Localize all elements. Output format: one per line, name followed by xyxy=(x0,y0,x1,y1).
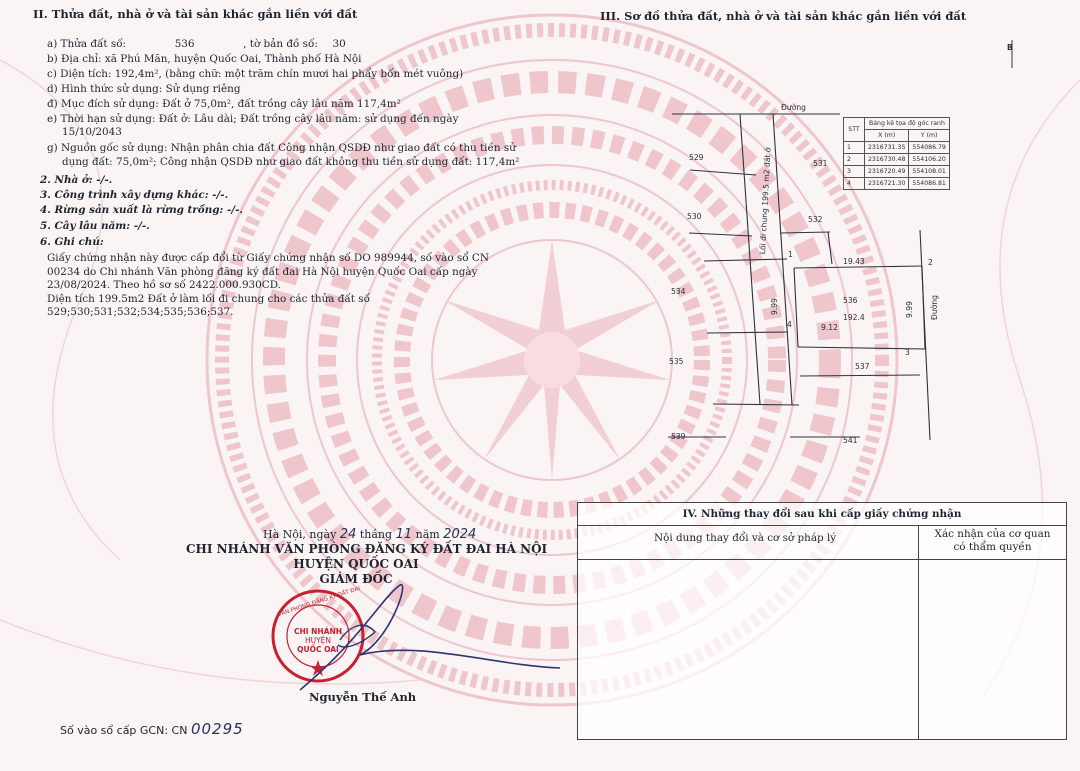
map-number: 30 xyxy=(332,38,346,50)
coord-x: 2316731.35 xyxy=(865,142,909,154)
date-year: 2024 xyxy=(443,527,477,542)
changes-content-column xyxy=(578,526,919,739)
forest-line: 4. Rừng sản xuất là rừng trồng: -/-. xyxy=(40,204,244,216)
parcel-label-531: 531 xyxy=(813,159,828,168)
lane-label: Lối đi chung 199.5 m2 đất ở xyxy=(758,147,773,255)
parcel-label-532: 532 xyxy=(808,215,823,224)
coord-y: 554086.79 xyxy=(909,142,949,154)
coord-x: 2316720.49 xyxy=(865,166,909,178)
coord-table-header: Bảng kê tọa độ góc ranh xyxy=(865,118,950,130)
dim-right: 9.99 xyxy=(905,301,914,318)
parcel-label-539: 539 xyxy=(671,432,686,441)
origin-line-1: g) Nguồn gốc sử dụng: Nhận phân chia đất Công nhận QSDĐ như giao đất có thu tiền sử xyxy=(47,142,516,154)
road-top-label: Đường xyxy=(781,103,806,112)
parcel-label-530: 530 xyxy=(687,212,702,221)
note-line: 00234 do Chi nhánh Văn phòng đăng ký đất đai Hà Nội huyện Quốc Oai cấp ngày xyxy=(47,265,478,278)
term-line-2: 15/10/2043 xyxy=(62,126,122,138)
subject-parcel-label: 536 xyxy=(843,296,858,305)
col1-header: Nội dung thay đổi và cơ sở pháp lý xyxy=(578,526,918,560)
parcel-label-529: 529 xyxy=(689,153,704,162)
coord-stt-header: STT xyxy=(844,118,865,142)
parcel-label: a) Thửa đất số: xyxy=(47,38,127,50)
parcel-label-534: 534 xyxy=(671,287,686,296)
subject-area-label: 192.4 xyxy=(843,313,865,322)
road-right-label: Đường xyxy=(930,295,939,320)
construction-line: 3. Công trình xây dựng khác: -/-. xyxy=(40,189,229,201)
coord-stt: 2 xyxy=(844,154,865,166)
coord-stt: 1 xyxy=(844,142,865,154)
note-line: 23/08/2024. Theo hồ sơ số 2422.000.930CD. xyxy=(47,279,281,291)
parcel-label-537: 537 xyxy=(855,362,870,371)
point-2: 2 xyxy=(928,258,933,267)
dim-bottom: 9.12 xyxy=(821,323,838,332)
note-line: 529;530;531;532;534;535;536;537. xyxy=(47,306,234,318)
dim-left: 9.99 xyxy=(770,298,779,315)
seal-line: CHI NHÁNH xyxy=(293,627,343,636)
seal-ring: VĂN PHÒNG ĐĂNG KÝ ĐẤT ĐAI xyxy=(277,585,361,619)
coord-y-header: Y (m) xyxy=(909,130,949,142)
coord-stt: 3 xyxy=(844,166,865,178)
coord-x-header: X (m) xyxy=(865,130,909,142)
coord-y: 554108.01 xyxy=(909,166,949,178)
register-label: Số vào sổ cấp GCN: CN xyxy=(60,724,188,737)
seal-line: QUỐC OAI xyxy=(297,645,339,654)
coord-y: 554086.81 xyxy=(909,178,949,190)
col2-header-line: có thẩm quyền xyxy=(953,541,1032,553)
seal-line: HUYỆN xyxy=(304,636,332,645)
area-line: c) Diện tích: 192,4m², (bằng chữ: một trăm chín mươi hai phẩy bốn mét vuông) xyxy=(47,68,464,80)
dim-top: 19.43 xyxy=(843,257,865,266)
col2-header-line: Xác nhận của cơ quan xyxy=(934,528,1051,540)
changes-table xyxy=(577,502,1067,740)
point-4: 4 xyxy=(787,320,792,329)
notes-title: 6. Ghi chú: xyxy=(40,236,104,248)
purpose-line: đ) Mục đích sử dụng: Đất ở 75,0m², đất trồng cây lâu năm 117,4m² xyxy=(47,98,401,110)
map-label: , tờ bản đồ số: xyxy=(243,38,318,50)
note-line: Diện tích 199.5m2 Đất ở làm lối đi chung cho các thửa đất số xyxy=(47,292,370,305)
north-label: B xyxy=(1007,43,1013,52)
col2-header xyxy=(919,526,1066,560)
origin-line-2: dụng đất: 75,0m²; Công nhận QSDĐ như giao đất không thu tiền sử dụng đất: 117,4m² xyxy=(62,156,520,168)
section2-title: II. Thửa đất, nhà ở và tài sản khác gắn liền với đất xyxy=(33,7,358,21)
coord-stt: 4 xyxy=(844,178,865,190)
signer-name: Nguyễn Thế Anh xyxy=(309,690,417,704)
parcel-label-535: 535 xyxy=(669,357,684,366)
year-label: năm xyxy=(415,528,440,541)
org-line-2: HUYỆN QUỐC OAI xyxy=(293,557,419,571)
parcel-number: 536 xyxy=(174,38,195,50)
parcel-label-541: 541 xyxy=(843,436,858,445)
date-month: 11 xyxy=(395,527,413,542)
note-line: Giấy chứng nhận này được cấp đổi từ Giấy chứng nhận số DO 989944, số vào sổ CN xyxy=(47,252,489,264)
coord-x: 2316721.30 xyxy=(865,178,909,190)
term-line-1: e) Thời hạn sử dụng: Đất ở: Lâu dài; Đất trồng cây lâu năm: sử dụng đến ngày xyxy=(47,113,459,125)
date-prefix: Hà Nội, ngày xyxy=(263,528,337,541)
use-form-line: d) Hình thức sử dụng: Sử dụng riêng xyxy=(47,83,241,95)
address-line: b) Địa chỉ: xã Phú Mãn, huyện Quốc Oai, Thành phố Hà Nội xyxy=(47,53,362,65)
month-label: tháng xyxy=(359,528,393,541)
section3-title: III. Sơ đồ thửa đất, nhà ở và tài sản khác gắn liền với đất xyxy=(600,9,967,23)
seal-text xyxy=(270,627,366,654)
house-line: 2. Nhà ở: -/-. xyxy=(40,174,113,186)
changes-confirm-column xyxy=(919,526,1066,739)
signer-role: GIÁM ĐỐC xyxy=(319,572,393,586)
section4-title: IV. Những thay đổi sau khi cấp giấy chứng nhận xyxy=(578,503,1066,526)
coord-y: 554106.20 xyxy=(909,154,949,166)
point-1: 1 xyxy=(788,250,793,259)
point-3: 3 xyxy=(905,348,910,357)
perennial-line: 5. Cây lâu năm: -/-. xyxy=(40,220,150,232)
org-line-1: CHI NHÁNH VĂN PHÒNG ĐĂNG KÝ ĐẤT ĐAI HÀ NỘI xyxy=(186,542,548,556)
register-value: 00295 xyxy=(190,720,244,738)
register-number xyxy=(60,720,244,738)
coord-x: 2316730.48 xyxy=(865,154,909,166)
date-day: 24 xyxy=(339,527,357,542)
